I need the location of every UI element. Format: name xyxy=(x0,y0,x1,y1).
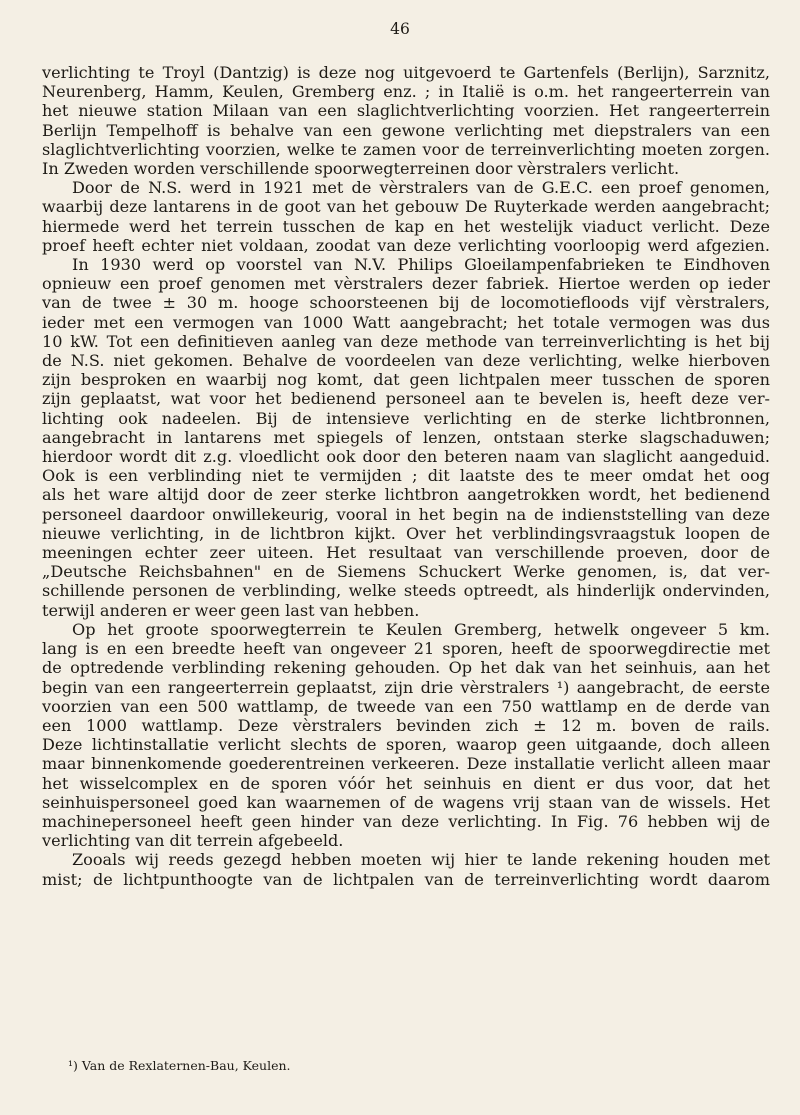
text-line: begin van een rangeerterrein geplaatst, zijn drie vèrstralers ¹) aangebracht, de eerste xyxy=(42,677,770,697)
text-line: Zooals wij reeds gezegd hebben moeten wij hier te lande rekening houden met xyxy=(72,850,770,870)
text-line: Ook is een verblinding niet te vermijden ; dit laatste des te meer omdat het oog xyxy=(42,466,770,486)
text-line: Door de N.S. werd in 1921 met de vèrstralers van de G.E.C. een proef genomen, xyxy=(72,178,770,198)
text-line: verlichting te Troyl (Dantzig) is deze nog uitgevoerd te Gartenfels (Berlijn), Sarznitz, xyxy=(42,63,770,82)
text-line: ieder met een vermogen van 1000 Watt aangebracht; het totale vermogen was dus xyxy=(42,312,770,332)
text-line: terwijl anderen er weer geen last van hebben. xyxy=(42,600,420,620)
text-line: Neurenberg, Hamm, Keulen, Gremberg enz. ; in Italië is o.m. het rangeerterrein van xyxy=(42,82,770,102)
text-line: seinhuispersoneel goed kan waarnemen of de wagens vrij staan van de wissels. Het xyxy=(42,792,770,812)
text-line: In Zweden worden verschillende spoorwegterreinen door vèrstralers verlicht. xyxy=(42,159,680,179)
text-line: machinepersoneel heeft geen hinder van deze verlichting. In Fig. 76 hebben wij de xyxy=(42,811,770,831)
text-line: „Deutsche Reichsbahnen" en de Siemens Schuckert Werke genomen, is, dat ver- xyxy=(42,562,770,582)
text-line: verlichting van dit terrein afgebeeld. xyxy=(42,831,344,851)
text-line: aangebracht in lantarens met spiegels of lenzen, ontstaan sterke slagschaduwen; xyxy=(42,427,770,447)
text-line: schillende personen de verblinding, welke steeds optreedt, als hinderlijk ondervinden, xyxy=(42,581,770,601)
text-line: het nieuwe station Milaan van een slaglichtverlichting voorzien. Het rangeerterrein xyxy=(42,101,770,121)
text-line: hierdoor wordt dit z.g. vloedlicht ook door den beteren naam van slaglicht aangeduid. xyxy=(42,447,770,467)
body-text xyxy=(42,63,770,889)
text-line: waarbij deze lantarens in de goot van het gebouw De Ruyterkade werden aangebracht; xyxy=(42,197,770,217)
text-line: Op het groote spoorwegterrein te Keulen Gremberg, hetwelk ongeveer 5 km. xyxy=(72,619,770,639)
text-line: de N.S. niet gekomen. Behalve de voordeelen van deze verlichting, welke hierboven xyxy=(42,351,770,371)
text-line: mist; de lichtpunthoogte van de lichtpalen van de terreinverlichting wordt daarom xyxy=(42,869,770,889)
text-line: slaglichtverlichting voorzien, welke te zamen voor de terreinverlichting moeten zorgen. xyxy=(42,139,770,159)
text-line: Deze lichtinstallatie verlicht slechts de sporen, waarop geen uitgaande, doch alleen xyxy=(42,735,770,755)
text-line: proef heeft echter niet voldaan, zoodat van deze verlichting voorloopig werd afgezien. xyxy=(42,235,770,255)
text-line: opnieuw een proef genomen met vèrstralers dezer fabriek. Hiertoe werden op ieder xyxy=(42,274,770,294)
page-number: 46 xyxy=(390,20,410,38)
text-line: maar binnenkomende goederentreinen verkeeren. Deze installatie verlicht alleen maar xyxy=(42,754,770,774)
text-line: zijn geplaatst, wat voor het bedienend personeel aan te bevelen is, heeft deze ver- xyxy=(42,389,770,409)
text-line: zijn besproken en waarbij nog komt, dat geen lichtpalen meer tusschen de sporen xyxy=(42,370,770,390)
text-line: Berlijn Tempelhoff is behalve van een gewone verlichting met diepstralers van een xyxy=(42,120,770,140)
footnote: ¹) Van de Rexlaternen-Bau, Keulen. xyxy=(68,1058,291,1073)
text-line: als het ware altijd door de zeer sterke lichtbron aangetrokken wordt, het bedienend xyxy=(42,485,770,505)
text-line: het wisselcomplex en de sporen vóór het seinhuis en dient er dus voor, dat het xyxy=(42,773,770,793)
text-line: personeel daardoor onwillekeurig, vooral in het begin na de indienststelling van deze xyxy=(42,504,770,524)
text-line: de optredende verblinding rekening gehouden. Op het dak van het seinhuis, aan het xyxy=(42,658,770,678)
text-line: meeningen echter zeer uiteen. Het resultaat van verschillende proeven, door de xyxy=(42,543,770,563)
text-line: van de twee ± 30 m. hooge schoorsteenen bij de locomotiefloods vijf vèrstralers, xyxy=(42,293,770,313)
text-line: voorzien van een 500 wattlamp, de tweede van een 750 wattlamp en de derde van xyxy=(42,696,770,716)
text-line: hiermede werd het terrein tusschen de kap en het westelijk viaduct verlicht. Deze xyxy=(42,216,770,236)
text-line: 10 kW. Tot een definitieven aanleg van deze methode van terreinverlichting is het bij xyxy=(42,331,770,351)
text-line: nieuwe verlichting, in de lichtbron kijkt. Over het verblindingsvraagstuk loopen de xyxy=(42,523,770,543)
text-line: In 1930 werd op voorstel van N.V. Philips Gloeilampenfabrieken te Eindhoven xyxy=(72,255,770,275)
text-line: een 1000 wattlamp. Deze vèrstralers bevinden zich ± 12 m. boven de rails. xyxy=(42,715,770,735)
text-line: lang is en een breedte heeft van ongeveer 21 sporen, heeft de spoorwegdirectie met xyxy=(42,639,770,659)
text-line: lichting ook nadeelen. Bij de intensieve verlichting en de sterke lichtbronnen, xyxy=(42,408,770,428)
